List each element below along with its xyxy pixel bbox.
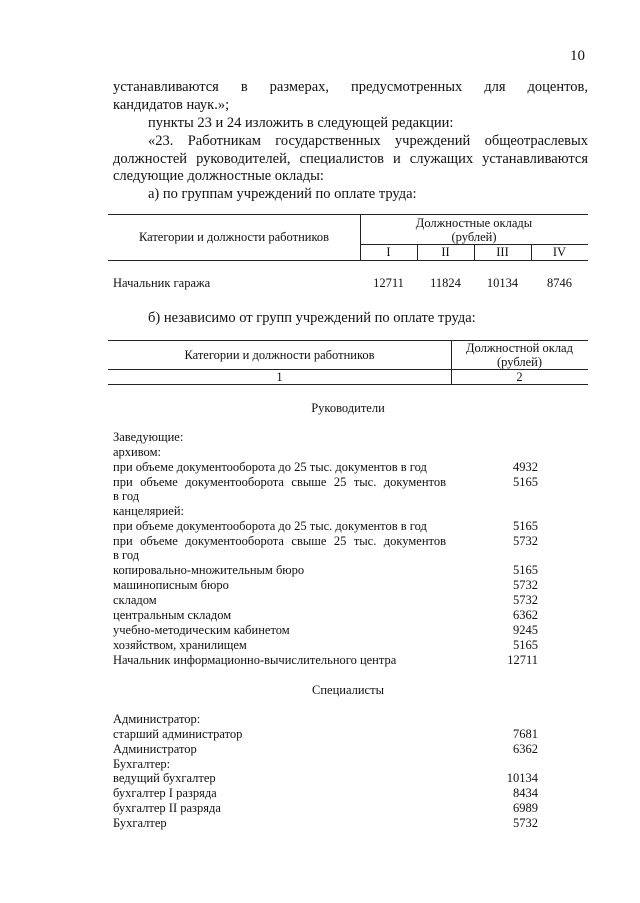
position-label: при объеме документооборота до 25 тыс. документов в год — [113, 460, 427, 474]
managers-title: Руководители — [311, 401, 385, 415]
list-item — [113, 593, 540, 608]
salary-value: 5165 — [513, 563, 538, 577]
salary-value: 7681 — [513, 727, 538, 741]
salary-value: 5732 — [513, 578, 538, 592]
salary-value: 12711 — [507, 653, 538, 667]
table-a-value-1: 12711 — [373, 276, 404, 290]
position-label: при объеме документооборота свыше 25 тыс. документов — [113, 475, 446, 489]
intro-line-2: кандидатов наук.»; — [113, 97, 230, 113]
specialists-head-admin: Администратор: — [113, 712, 201, 726]
page-number: 10 — [570, 48, 585, 64]
salary-value: 6989 — [513, 801, 538, 815]
table-a-header-bottom-rule — [108, 260, 588, 261]
table-a-value-2: 11824 — [430, 276, 461, 290]
table-a-value-4: 8746 — [547, 276, 572, 290]
position-label: Бухгалтер — [113, 816, 167, 830]
list-item — [113, 519, 540, 534]
position-label: машинописным бюро — [113, 578, 229, 592]
salary-value: 6362 — [513, 608, 538, 622]
table-a-group-1: I — [386, 245, 391, 259]
table-a-value-3: 10134 — [486, 276, 519, 290]
position-label: учебно-методическим кабинетом — [113, 623, 290, 637]
section-b-heading: б) независимо от групп учреждений по оплате труда: — [148, 310, 476, 326]
salary-value: 5732 — [513, 593, 538, 607]
position-label: Администратор — [113, 742, 197, 756]
list-item — [113, 534, 540, 549]
salary-value: 6362 — [513, 742, 538, 756]
salary-value: 8434 — [513, 786, 538, 800]
intro-line-6: следующие должностные оклады: — [113, 168, 324, 184]
salary-value: 5165 — [513, 519, 538, 533]
table-a-row-label: Начальник гаража — [113, 276, 211, 290]
list-item — [113, 578, 540, 593]
salary-value: 4932 — [513, 460, 538, 474]
list-item — [113, 475, 540, 490]
list-item — [113, 653, 540, 668]
managers-head-archive: архивом: — [113, 445, 161, 459]
position-label: Начальник информационно-вычислительного центра — [113, 653, 397, 667]
specialists-head-accountant: Бухгалтер: — [113, 757, 171, 771]
table-b-header-right-2: (рублей) — [496, 355, 543, 369]
table-b-col-2: 2 — [516, 370, 523, 384]
list-item — [113, 742, 540, 757]
position-label-continuation: в год — [113, 548, 140, 562]
list-item — [113, 786, 540, 801]
position-label: бухгалтер II разряда — [113, 801, 221, 815]
intro-line-4: «23. Работникам государственных учреждений общеотраслевых — [148, 133, 588, 149]
intro-line-7: а) по группам учреждений по оплате труда: — [148, 186, 417, 202]
position-label: ведущий бухгалтер — [113, 771, 216, 785]
position-label: копировально-множительным бюро — [113, 563, 305, 577]
table-a-top-rule — [108, 214, 588, 215]
position-label-continuation: в год — [113, 489, 140, 503]
list-item — [113, 563, 540, 578]
table-a-header-right-1: Должностные оклады — [415, 216, 533, 230]
salary-value: 5165 — [513, 475, 538, 489]
table-b-bottom-rule — [108, 384, 588, 385]
position-label: бухгалтер I разряда — [113, 786, 217, 800]
position-label: при объеме документооборота до 25 тыс. документов в год — [113, 519, 427, 533]
position-label: старший администратор — [113, 727, 243, 741]
position-label: складом — [113, 593, 157, 607]
list-item — [113, 801, 540, 816]
specialists-title: Специалисты — [312, 683, 384, 697]
list-item — [113, 771, 540, 786]
salary-value: 9245 — [513, 623, 538, 637]
salary-value: 5732 — [513, 816, 538, 830]
table-a-header-right-2: (рублей) — [451, 230, 497, 244]
position-label: центральным складом — [113, 608, 232, 622]
list-item — [113, 816, 540, 831]
intro-line-5: должностей руководителей, специалистов и служащих устанавливаются — [113, 151, 588, 167]
table-a-group-2: II — [441, 245, 450, 259]
position-label: при объеме документооборота свыше 25 тыс. документов — [113, 534, 446, 548]
list-item — [113, 623, 540, 638]
table-a-group-4: IV — [552, 245, 567, 259]
list-item — [113, 460, 540, 475]
table-a-header-left: Категории и должности работников — [138, 230, 330, 244]
table-b-header-left: Категории и должности работников — [184, 348, 375, 362]
salary-value: 10134 — [506, 771, 538, 785]
list-item — [113, 727, 540, 742]
table-a-group-3: III — [496, 245, 509, 259]
managers-head-heads: Заведующие: — [113, 430, 184, 444]
salary-value: 5165 — [513, 638, 538, 652]
intro-line-1: устанавливаются в размерах, предусмотренных для доцентов, — [113, 79, 588, 95]
table-b-header-right-1: Должностной оклад — [466, 341, 573, 355]
salary-value: 5732 — [513, 534, 538, 548]
table-b-col-1: 1 — [276, 370, 283, 384]
list-item — [113, 608, 540, 623]
list-item — [113, 638, 540, 653]
managers-head-office: канцелярией: — [113, 504, 184, 518]
position-label: хозяйством, хранилищем — [113, 638, 247, 652]
intro-line-3: пункты 23 и 24 изложить в следующей редакции: — [148, 115, 454, 131]
